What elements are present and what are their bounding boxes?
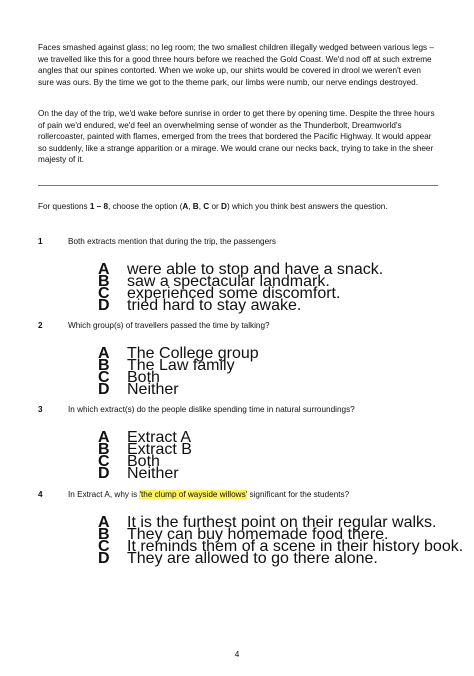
question-3-option-b[interactable] bbox=[0, 441, 474, 458]
option-text: Neither bbox=[127, 465, 179, 482]
option-letter: B bbox=[98, 526, 110, 543]
question-text bbox=[68, 490, 438, 499]
instructions-pre: For questions bbox=[38, 202, 90, 211]
option-letter: D bbox=[98, 465, 110, 482]
question-1-option-d[interactable] bbox=[0, 297, 474, 314]
option-text: Both bbox=[127, 453, 160, 470]
question-1-option-c[interactable] bbox=[0, 285, 474, 302]
option-letter: C bbox=[98, 285, 110, 302]
question-2-option-d[interactable] bbox=[0, 381, 474, 398]
option-text: experienced some discomfort. bbox=[127, 285, 341, 302]
instructions-sep-1: , bbox=[188, 202, 193, 211]
option-text: It reminds them of a scene in their history book. bbox=[127, 538, 464, 555]
question-text-post: significant for the students? bbox=[247, 490, 350, 499]
question-number: 4 bbox=[38, 490, 43, 499]
question-3-option-c[interactable] bbox=[0, 453, 474, 470]
question-2-option-c[interactable] bbox=[0, 369, 474, 386]
question-text: In which extract(s) do the people dislike spending time in natural surroundings? bbox=[68, 405, 355, 414]
option-text: Extract B bbox=[127, 441, 192, 458]
option-letter: C bbox=[98, 369, 110, 386]
option-letter: A bbox=[98, 261, 110, 278]
question-4-option-b[interactable] bbox=[0, 526, 474, 543]
option-letter: A bbox=[98, 514, 110, 531]
instructions-sep-2: , bbox=[198, 202, 204, 211]
option-letter: A bbox=[98, 429, 110, 446]
option-letter: B bbox=[98, 273, 110, 290]
instructions-option-d: D bbox=[221, 202, 227, 211]
option-text: tried hard to stay awake. bbox=[127, 297, 302, 314]
question-text: Which group(s) of travellers passed the time by talking? bbox=[68, 321, 270, 330]
instructions-mid: , choose the option ( bbox=[108, 202, 183, 211]
option-letter: D bbox=[98, 381, 110, 398]
question-3-option-d[interactable] bbox=[0, 465, 474, 482]
option-letter: D bbox=[98, 297, 110, 314]
passage-paragraph-2: On the day of the trip, we'd wake before sunrise in order to get there by opening time. Despite the three hours of pain we'd endured, we'd feel an overwhelming sense of wonder as the Thunderbolt, Dreamworld's rollercoaster, painted with flames, emerged from the trees that bordered the Pacific Highway. It would appear so suddenly, like a strange apparition or a mirage. We would crane our necks back, trying to take in the sheer majesty of it. bbox=[38, 109, 435, 164]
question-3-option-a[interactable] bbox=[0, 429, 474, 446]
instructions-option-c: C bbox=[203, 202, 210, 211]
option-text: The College group bbox=[127, 345, 259, 362]
question-number: 3 bbox=[38, 405, 43, 414]
instructions-post: ) which you think best answers the question. bbox=[226, 202, 388, 211]
option-text: They can buy homemade food there. bbox=[127, 526, 389, 543]
instructions bbox=[38, 201, 438, 213]
option-text: Neither bbox=[127, 381, 179, 398]
instructions-option-b: B bbox=[192, 202, 199, 211]
question-text-pre: In Extract A, why is bbox=[68, 490, 140, 499]
option-text: Extract A bbox=[127, 429, 192, 446]
option-text: The Law family bbox=[127, 357, 235, 374]
option-text: were able to stop and have a snack. bbox=[127, 261, 384, 278]
option-text: Both bbox=[127, 369, 160, 386]
question-1-option-b[interactable] bbox=[0, 273, 474, 290]
instructions-range: 1 – 8 bbox=[89, 202, 109, 211]
instructions-or: or bbox=[209, 202, 222, 211]
option-letter: B bbox=[98, 441, 110, 458]
section-divider bbox=[38, 185, 438, 186]
question-1-option-a[interactable] bbox=[0, 261, 474, 278]
question-number: 2 bbox=[38, 321, 43, 330]
highlighted-quote: 'the clump of wayside willows' bbox=[139, 490, 248, 499]
option-text: They are allowed to go there alone. bbox=[127, 550, 378, 567]
option-letter: C bbox=[98, 538, 110, 555]
option-text: saw a spectacular landmark. bbox=[127, 273, 330, 290]
question-4-option-d[interactable] bbox=[0, 550, 474, 567]
option-text: It is the furthest point on their regular walks. bbox=[127, 514, 437, 531]
option-letter: B bbox=[98, 357, 110, 374]
question-2-option-a[interactable] bbox=[0, 345, 474, 362]
question-2-option-b[interactable] bbox=[0, 357, 474, 374]
question-text: Both extracts mention that during the trip, the passengers bbox=[68, 237, 276, 246]
page-number: 4 bbox=[234, 650, 240, 659]
question-number: 1 bbox=[38, 237, 43, 246]
instructions-option-a: A bbox=[182, 202, 189, 211]
option-letter: C bbox=[98, 453, 110, 470]
option-letter: D bbox=[98, 550, 110, 567]
question-4-option-c[interactable] bbox=[0, 538, 474, 555]
question-4-option-a[interactable] bbox=[0, 514, 474, 531]
passage-paragraph-1: Faces smashed against glass; no leg room; the two smallest children illegally wedged between various legs – we travelled like this for a good three hours before we reached the Gold Coast. We'd nod off at such extreme angles that our spines contorted. When we woke up, our shirts would be covered in drool we weren't even sure was ours. By the time we got to the theme park, our limbs were numb, our nerve endings destroyed. bbox=[38, 43, 434, 87]
option-letter: A bbox=[98, 345, 110, 362]
